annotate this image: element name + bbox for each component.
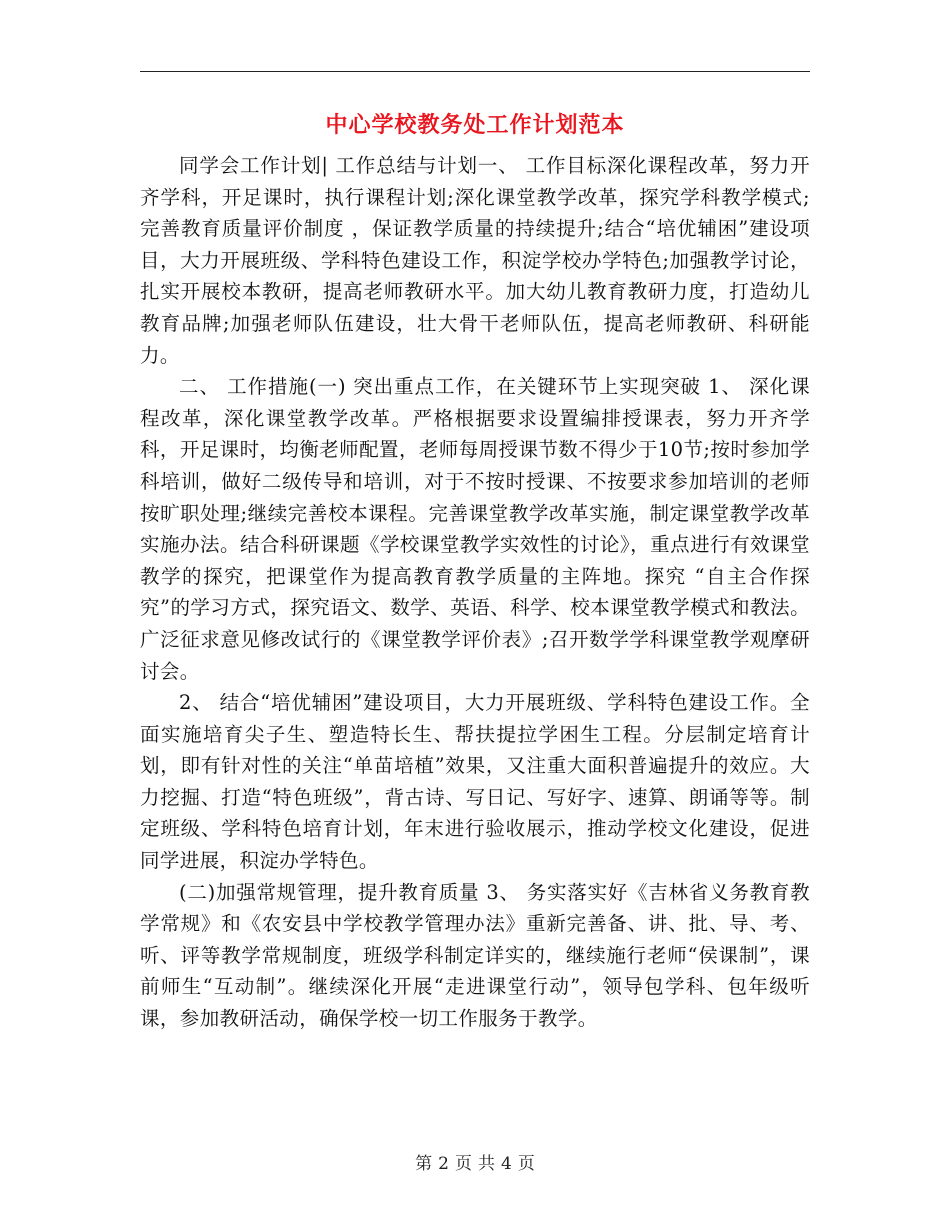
header-rule: [140, 71, 810, 72]
paragraph-routine-management: (二)加强常规管理，提升教育质量 3、 务实落实好《吉林省义务教育教学常规》和《农安县中学校教学管理办法》重新完善备、讲、批、导、考、听、评等教学常规制度，班级学科制定详实的，继续施行老师“侯课制”，课前师生“互动制”。继续深化开展“走进课堂行动”，领导包学科、包年级听课，参加教研活动，确保学校一切工作服务于教学。: [140, 880, 810, 1031]
paragraph-characteristic-building: 2、 结合“培优辅困”建设项目，大力开展班级、学科特色建设工作。全面实施培育尖子生、塑造特长生、帮扶提拉学困生工程。分层制定培育计划，即有针对性的关注“单苗培植”效果，又注重大面积普遍提升的效应。大力挖掘、打造“特色班级”，背古诗、写日记、写好字、速算、朗诵等等。制定班级、学科特色培育计划，年末进行验收展示，推动学校文化建设，促进同学进展，积淀办学特色。: [140, 691, 810, 873]
footer-total-pages: 4: [501, 1154, 512, 1174]
paragraph-goals: 同学会工作计划| 工作总结与计划一、 工作目标深化课程改革，努力开齐学科，开足课时，执行课程计划;深化课堂教学改革，探究学科教学模式;完善教育质量评价制度 ，保证教学质量的持续提升;结合“培优辅困”建设项目，大力开展班级、学科特色建设工作，积淀学校办学特色;加强教学讨论，扎实开展校本教研，提高老师教研水平。加大幼儿教育教研力度，打造幼儿教育品牌;加强老师队伍建设，壮大骨干老师队伍，提高老师教研、科研能力。: [140, 154, 810, 367]
footer-page-prefix: 第: [415, 1154, 433, 1174]
document-body: [140, 150, 810, 1035]
page-footer: [0, 1152, 950, 1176]
footer-total-suffix: 页: [517, 1154, 535, 1174]
footer-page-word: 页: [455, 1154, 472, 1174]
document-title: 中心学校教务处工作计划范本: [325, 112, 625, 138]
footer-total-prefix: 共: [478, 1154, 495, 1174]
paragraph-measures: 二、 工作措施(一) 突出重点工作，在关键环节上实现突破 1、 深化课程改革，深化课堂教学改革。严格根据要求设置编排授课表，努力开齐学科，开足课时，均衡老师配置，老师每周授课节数不得少于10节;按时参加学科培训，做好二级传导和培训，对于不按时授课、不按要求参加培训的老师按旷职处理;继续完善校本课程。完善课堂教学改革实施，制定课堂教学改革实施办法。结合科研课题《学校课堂教学实效性的讨论》，重点进行有效课堂教学的探究，把课堂作为提高教育教学质量的主阵地。探究 “自主合作探究”的学习方式，探究语文、数学、英语、科学、校本课堂教学模式和教法。广泛征求意见修改试行的《课堂教学评价表》;召开数学学科课堂教学观摩研讨会。: [140, 375, 810, 683]
footer-current-page: 2: [438, 1154, 449, 1174]
